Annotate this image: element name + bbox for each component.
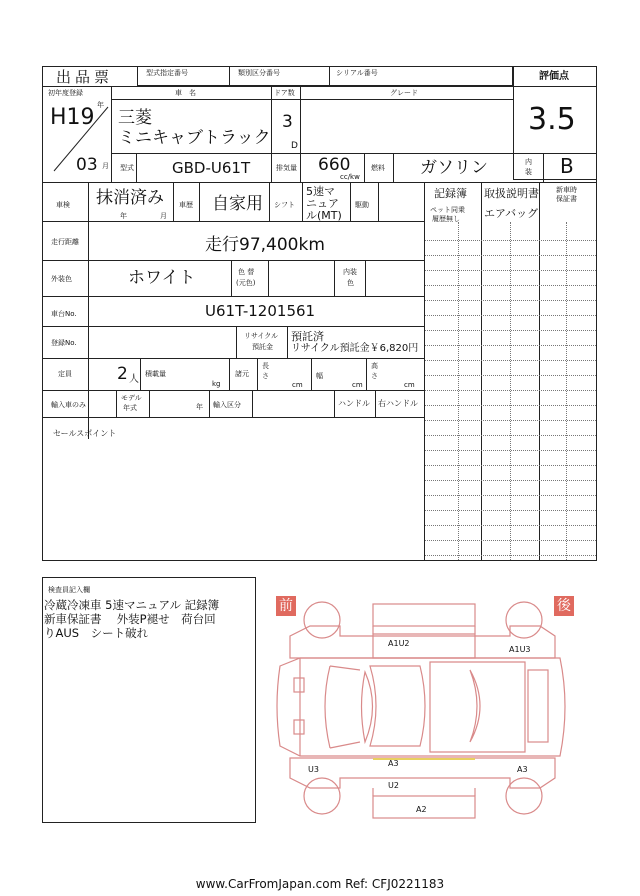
inspection-label: 車検 xyxy=(56,201,70,209)
interior-label-2: 装 xyxy=(525,168,532,176)
height-cm-unit: cm xyxy=(404,381,415,389)
cab-roof xyxy=(370,666,425,746)
fuel-label: 燃料 xyxy=(371,164,385,172)
rear-bumper-area xyxy=(528,670,548,742)
front-label: 前 xyxy=(276,596,296,616)
model-code-label: 型式 xyxy=(120,164,134,172)
mileage-value: 走行97,400km xyxy=(205,235,325,255)
recycle-label-2: 預託金 xyxy=(252,343,273,351)
right-panel-col-line xyxy=(458,222,459,560)
right-panel-col-line xyxy=(566,222,567,560)
rear-label: 後 xyxy=(554,596,574,616)
door-label: ドア数 xyxy=(274,89,295,97)
ruibetsu-label: 類別区分番号 xyxy=(238,69,280,77)
mark-a3-right: A3 xyxy=(517,765,528,774)
inspector-line-3: りAUS シート破れ xyxy=(44,626,149,640)
maker-name: 三菱 xyxy=(118,108,152,128)
mark-a1u3: A1U3 xyxy=(509,645,531,654)
pet-label-1: ペット同乗 xyxy=(430,206,465,214)
length-label-2: さ xyxy=(262,372,269,380)
recycle-value-1: 預託済 xyxy=(291,330,324,343)
side-body-bottom xyxy=(290,758,555,788)
inspection-year-unit: 年 xyxy=(120,212,127,220)
right-panel-col-line xyxy=(510,222,511,560)
mark-u3: U3 xyxy=(308,765,319,774)
interior-label-1: 内 xyxy=(525,158,532,166)
capacity-label: 定員 xyxy=(58,370,72,378)
recycle-label-1: リサイクル xyxy=(244,332,279,340)
width-label: 幅 xyxy=(316,372,323,380)
fuel-value: ガソリン xyxy=(420,158,488,178)
height-label-2: さ xyxy=(371,372,378,380)
length-cm-unit: cm xyxy=(292,381,303,389)
front-left-wheel-top xyxy=(304,602,340,638)
length-label-1: 長 xyxy=(262,362,269,370)
usage-label: 車歴 xyxy=(179,201,193,209)
model-code: GBD-U61T xyxy=(172,159,251,177)
shift-value-2: ニュア xyxy=(306,197,339,210)
model-year-label-1: モデル xyxy=(121,394,142,402)
score-label: 評価点 xyxy=(539,71,569,82)
import-label: 輸入車のみ xyxy=(51,401,86,409)
drive-label: 駆動 xyxy=(355,201,369,209)
rear-window xyxy=(470,670,480,742)
handle-label: ハンドル xyxy=(338,399,370,408)
airbag-label: エアバッグ xyxy=(484,207,539,220)
chassis-label: 車台No. xyxy=(51,310,77,318)
rear-left-wheel-bottom xyxy=(506,778,542,814)
recycle-value-2: リサイクル預託金￥6,820円 xyxy=(291,343,419,354)
inspection-value: 抹消済み xyxy=(96,188,164,208)
door-unit: D xyxy=(291,141,298,151)
interior-color-label-1: 内装 xyxy=(343,268,357,276)
inspection-month-unit: 月 xyxy=(160,212,167,220)
model-year-label-2: 年式 xyxy=(123,404,137,412)
first-reg-year: H19 xyxy=(50,105,95,130)
import-class-label: 輸入区分 xyxy=(213,401,241,409)
dims-label: 諸元 xyxy=(235,370,249,378)
pet-label-2: 履歴無し xyxy=(432,215,460,223)
mileage-label: 走行距離 xyxy=(51,238,79,246)
chassis-value: U61T-1201561 xyxy=(205,302,316,320)
usage-value: 自家用 xyxy=(212,194,263,214)
color-change-label-2: (元色) xyxy=(236,279,256,287)
model-name: ミニキャブトラック xyxy=(118,128,271,148)
serial-label: シリアル番号 xyxy=(336,69,378,77)
displacement-unit: cc/kw xyxy=(340,173,360,181)
shift-label: シフト xyxy=(274,201,295,209)
year-unit: 年 xyxy=(97,101,104,109)
footer-text: www.CarFromJapan.com Ref: CFJ0221183 xyxy=(195,877,445,891)
record-book-label: 記録簿 xyxy=(434,187,467,200)
first-reg-month: 03 xyxy=(76,155,98,175)
displacement-value: 660 xyxy=(318,155,351,175)
warranty-label-1: 新車時 xyxy=(556,186,577,194)
mark-a1u2: A1U2 xyxy=(388,639,410,648)
width-cm-unit: cm xyxy=(352,381,363,389)
score-value: 3.5 xyxy=(528,102,576,137)
shift-value-1: 5速マ xyxy=(306,185,335,198)
windshield xyxy=(362,672,373,742)
color-label: 外装色 xyxy=(51,275,72,283)
mark-u2: U2 xyxy=(388,781,399,790)
warranty-label-2: 保証書 xyxy=(556,195,577,203)
door-count: 3 xyxy=(282,112,293,132)
month-unit: 月 xyxy=(102,162,109,170)
height-label-1: 高 xyxy=(371,362,378,370)
cab-outline xyxy=(300,658,360,756)
load-label: 積載量 xyxy=(145,370,166,378)
inspector-line-2: 新車保証書 外装P褪せ 荷台回 xyxy=(44,612,216,626)
car-name-label: 車 名 xyxy=(175,89,196,97)
load-kg-unit: kg xyxy=(212,380,221,388)
front-left-wheel-bottom xyxy=(304,778,340,814)
manual-label: 取扱説明書 xyxy=(484,187,539,200)
mark-a3-left: A3 xyxy=(388,759,399,768)
inspector-label: 検査員記入欄 xyxy=(48,586,90,594)
shift-value-3: ル(MT) xyxy=(306,209,342,222)
registration-label: 登録No. xyxy=(51,339,77,347)
model-year-unit: 年 xyxy=(196,403,203,411)
rear-left-wheel-top xyxy=(506,602,542,638)
capacity-persons-unit: 人 xyxy=(129,374,139,385)
color-change-label-1: 色 替 xyxy=(238,268,255,276)
mark-a2: A2 xyxy=(416,805,427,814)
car-damage-diagram xyxy=(270,596,600,828)
capacity-persons: 2 xyxy=(117,364,128,384)
sheet-title: 出品票 xyxy=(56,68,114,86)
roof-panel-top xyxy=(373,604,475,626)
color-value: ホワイト xyxy=(128,268,196,288)
sales-point-label: セールスポイント xyxy=(53,429,117,438)
displacement-label: 排気量 xyxy=(276,164,297,172)
inspector-line-1: 冷蔵冷凍車 5速マニュアル 記録簿 xyxy=(44,598,220,612)
grade-label: グレード xyxy=(390,89,418,97)
first-reg-label: 初年度登録 xyxy=(48,89,83,97)
interior-color-label-2: 色 xyxy=(347,279,354,287)
interior-grade: B xyxy=(560,154,574,178)
handle-value: 右ハンドル xyxy=(378,399,418,408)
kata-label: 型式指定番号 xyxy=(146,69,188,77)
